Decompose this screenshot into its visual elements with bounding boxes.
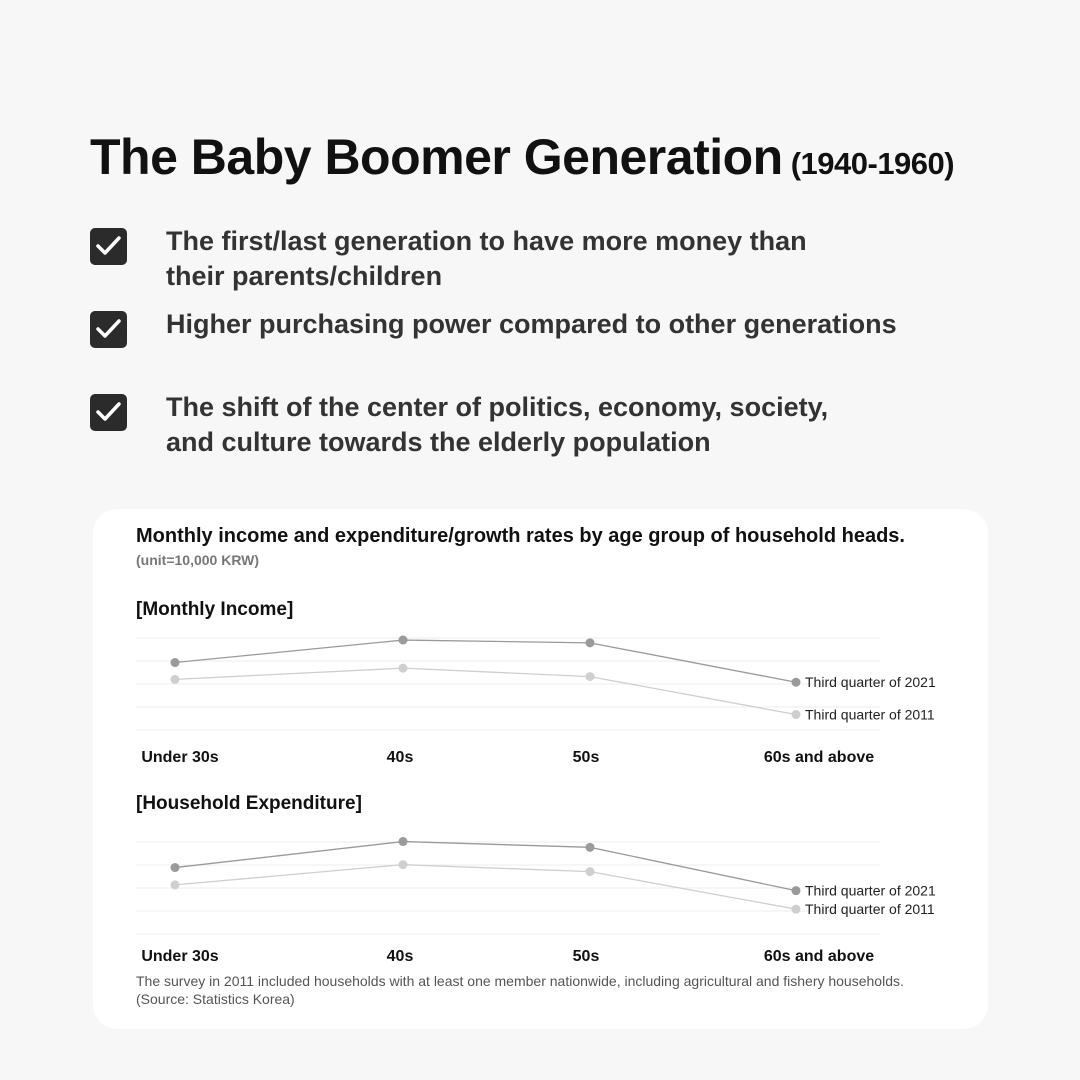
x-tick-label: Under 30s xyxy=(141,948,219,965)
series-line-2021 xyxy=(175,842,796,891)
x-tick-label: 50s xyxy=(572,749,600,766)
x-tick-label: Under 30s xyxy=(141,749,219,766)
chart-unit-label: (unit=10,000 KRW) xyxy=(136,552,260,568)
title-years: (1940-1960) xyxy=(790,146,955,181)
footnote xyxy=(136,972,956,1008)
checklist-text xyxy=(166,390,926,460)
x-tick-label: 50s xyxy=(572,948,600,965)
expenditure-chart-title: [Household Expenditure] xyxy=(136,793,362,814)
checklist-line: The first/last generation to have more money than xyxy=(166,226,807,256)
page-title xyxy=(90,126,954,195)
checklist-text xyxy=(166,224,926,294)
chart-card-title: Monthly income and expenditure/growth rates by age group of household heads. xyxy=(136,525,905,547)
x-tick-label: 40s xyxy=(386,948,414,965)
income-line-chart xyxy=(93,614,988,774)
income-chart-title: [Monthly Income] xyxy=(136,599,294,620)
data-point xyxy=(171,658,180,667)
checkbox-checked-icon xyxy=(90,311,127,348)
data-point xyxy=(586,843,595,852)
data-point xyxy=(171,880,180,889)
checklist-line: The shift of the center of politics, economy, society, xyxy=(166,392,829,422)
series-line-2011 xyxy=(175,668,796,714)
expenditure-line-chart xyxy=(93,818,988,968)
x-tick-label: 40s xyxy=(386,749,414,766)
series-label: Third quarter of 2011 xyxy=(805,901,935,918)
series-label: Third quarter of 2011 xyxy=(805,706,935,723)
checkbox-checked-icon xyxy=(90,394,127,431)
data-point xyxy=(399,664,408,673)
data-point xyxy=(792,886,801,895)
data-point xyxy=(171,675,180,684)
series-label: Third quarter of 2021 xyxy=(805,882,936,899)
data-point xyxy=(399,636,408,645)
chart-card xyxy=(93,509,988,1029)
x-tick-label: 60s and above xyxy=(763,948,875,965)
x-tick-label: 60s and above xyxy=(763,749,875,766)
series-label: Third quarter of 2021 xyxy=(805,674,936,691)
checkbox-checked-icon xyxy=(90,228,127,265)
checklist-line: their parents/children xyxy=(166,261,443,291)
footnote-source: (Source: Statistics Korea) xyxy=(136,991,295,1007)
checklist-text xyxy=(166,307,926,342)
data-point xyxy=(171,863,180,872)
data-point xyxy=(399,860,408,869)
data-point xyxy=(792,905,801,914)
data-point xyxy=(586,672,595,681)
data-point xyxy=(586,867,595,876)
title-text: The Baby Boomer Generation xyxy=(90,129,783,185)
data-point xyxy=(586,638,595,647)
data-point xyxy=(399,837,408,846)
footnote-line: The survey in 2011 included households with at least one member nationwide, including agricultural and fishery households. xyxy=(136,973,904,989)
checklist-line: Higher purchasing power compared to other generations xyxy=(166,309,897,339)
data-point xyxy=(792,678,801,687)
checklist-line: and culture towards the elderly population xyxy=(166,427,711,457)
data-point xyxy=(792,710,801,719)
